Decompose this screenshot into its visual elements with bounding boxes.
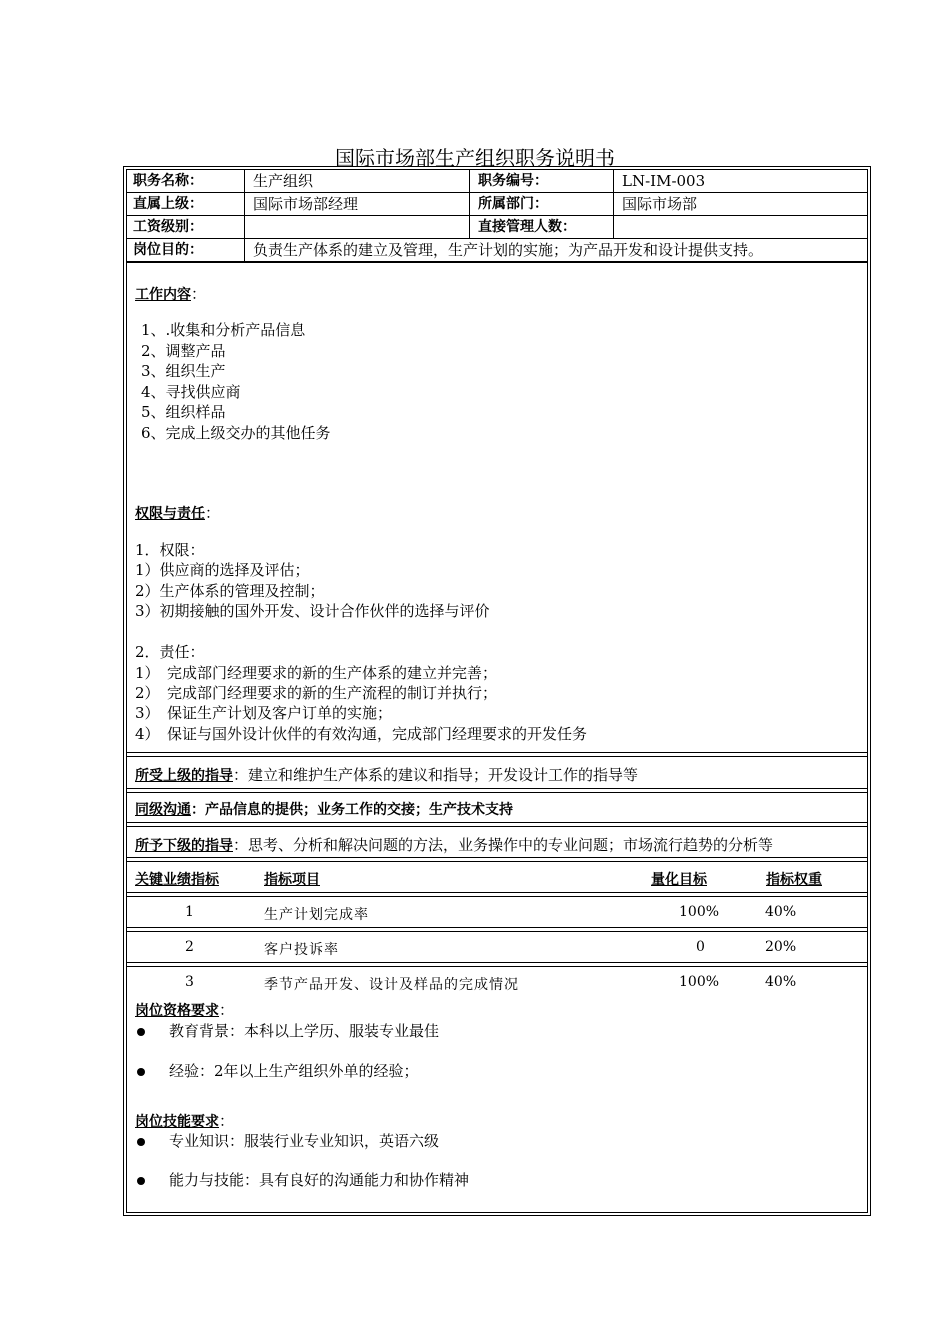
- job-code-value: LN-IM-003: [622, 172, 706, 190]
- rights-item: 1）供应商的选择及评估；: [135, 561, 310, 579]
- job-title-label: 职务名称：: [133, 173, 203, 189]
- kpi-row-weight: 40%: [765, 904, 797, 920]
- responsibility-item: 2） 完成部门经理要求的新的生产流程的制订并执行；: [135, 684, 498, 702]
- kpi-row-number: 2: [185, 939, 194, 955]
- rights-item: 3）初期接触的国外开发、设计合作伙伴的选择与评价: [135, 602, 490, 620]
- kpi-row-item: 客户投诉率: [264, 942, 339, 958]
- work-item: 4、寻找供应商: [141, 383, 241, 401]
- kpi-header-item: 指标项目: [264, 872, 320, 888]
- work-item: 2、调整产品: [141, 342, 226, 360]
- kpi-row-target: 100%: [679, 904, 720, 920]
- header-row-2: [127, 193, 867, 216]
- kpi-row-number: 1: [185, 904, 194, 920]
- department-label: 所属部门：: [478, 196, 548, 212]
- kpi-row-item: 季节产品开发、设计及样品的完成情况: [264, 977, 519, 993]
- responsibility-item: 4） 保证与国外设计伙伴的有效沟通，完成部门经理要求的开发任务: [135, 725, 588, 743]
- skills-heading: 岗位技能要求：: [135, 1112, 235, 1130]
- direct-reports-value: [616, 216, 862, 238]
- bullet-icon: [137, 1177, 145, 1185]
- job-code-label: 职务编号：: [478, 173, 548, 189]
- skills-item: 能力与技能：具有良好的沟通能力和协作精神: [137, 1169, 469, 1190]
- job-title-value: 生产组织: [253, 172, 314, 190]
- kpi-row-weight: 20%: [765, 939, 797, 955]
- header-row-1: [127, 170, 867, 193]
- kpi-row-item: 生产计划完成率: [264, 907, 369, 923]
- skills-item: 专业知识：服装行业专业知识，英语六级: [137, 1130, 439, 1151]
- salary-grade-label: 工资级别：: [133, 219, 203, 235]
- qualification-item: 教育背景：本科以上学历、服装专业最佳: [137, 1020, 439, 1041]
- rights-item: 2）生产体系的管理及控制；: [135, 582, 325, 600]
- work-item: 3、组织生产: [141, 362, 226, 380]
- header-row-3: [127, 216, 867, 239]
- purpose-label: 岗位目的：: [133, 242, 203, 258]
- kpi-header-weight: 指标权重: [766, 872, 822, 888]
- responsibility-item: 3） 保证生产计划及客户订单的实施；: [135, 704, 393, 722]
- kpi-row-weight: 40%: [765, 974, 797, 990]
- qualification-heading: 岗位资格要求：: [135, 1001, 235, 1019]
- header-row-4: [127, 239, 867, 262]
- superior-label: 直属上级：: [133, 196, 203, 212]
- rights-heading: 权限与责任：: [135, 504, 221, 522]
- job-description-table: [123, 166, 871, 1216]
- peer-communication: 同级沟通：产品信息的提供；业务工作的交接；生产技术支持: [135, 802, 513, 818]
- purpose-value: 负责生产体系的建立及管理，生产计划的实施；为产品开发和设计提供支持。: [253, 241, 764, 259]
- rights-sub-heading: 1．权限：: [135, 541, 205, 559]
- kpi-row-target: 100%: [679, 974, 720, 990]
- document-title: 国际市场部生产组织职务说明书: [335, 146, 615, 170]
- work-item: 1、.收集和分析产品信息: [141, 321, 306, 339]
- bullet-icon: [137, 1028, 145, 1036]
- work-item: 6、完成上级交办的其他任务: [141, 424, 331, 442]
- bullet-icon: [137, 1138, 145, 1146]
- superior-value: 国际市场部经理: [253, 195, 359, 213]
- salary-grade-value: [247, 216, 463, 238]
- table-inner: [126, 169, 868, 1213]
- responsibility-sub-heading: 2．责任：: [135, 643, 205, 661]
- department-value: 国际市场部: [622, 195, 698, 213]
- kpi-header-indicator: 关键业绩指标: [135, 872, 219, 888]
- qualification-item: 经验：2年以上生产组织外单的经验；: [137, 1060, 419, 1081]
- responsibility-item: 1） 完成部门经理要求的新的生产体系的建立并完善；: [135, 664, 498, 682]
- subordinate-guidance: 所予下级的指导：思考、分析和解决问题的方法，业务操作中的专业问题；市场流行趋势的分析等: [135, 836, 774, 854]
- kpi-row-target: 0: [696, 939, 705, 955]
- bullet-icon: [137, 1068, 145, 1076]
- kpi-header-target: 量化目标: [651, 872, 707, 888]
- kpi-row-number: 3: [185, 974, 194, 990]
- superior-guidance: 所受上级的指导：建立和维护生产体系的建议和指导；开发设计工作的指导等: [135, 766, 639, 784]
- work-content-heading: 工作内容：: [135, 285, 207, 303]
- work-item: 5、组织样品: [141, 403, 226, 421]
- direct-reports-label: 直接管理人数：: [478, 219, 576, 235]
